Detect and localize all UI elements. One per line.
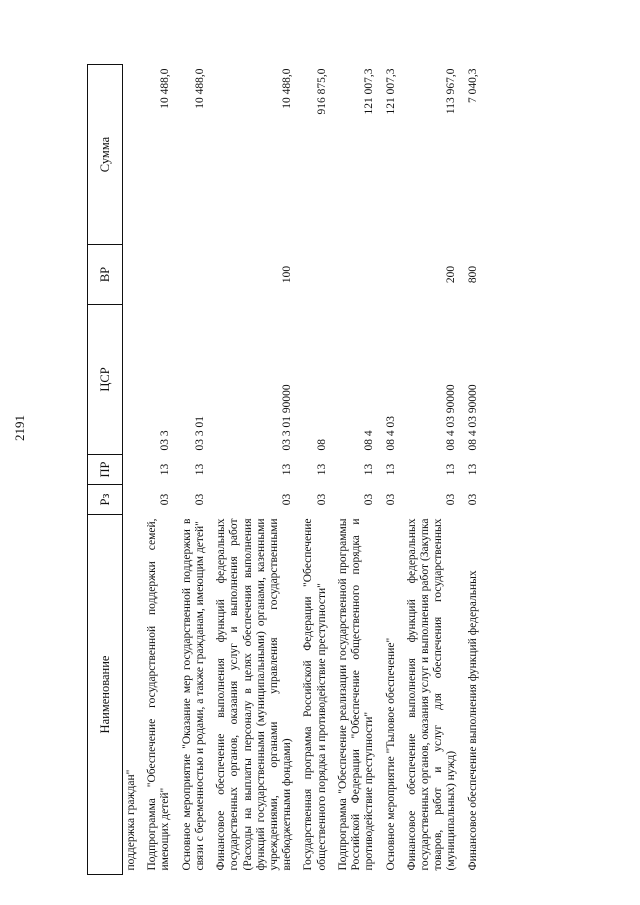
row-vr — [299, 245, 333, 305]
row-name: Финансовое обеспечение выполнения функций федеральных государственных органов, оказания услуг и выполнения работ (Расходы на выплаты персоналу в целях обеспечения выполнения функций государственными (муниципальными) органами, казенными учреждениями, органами управления государственными внебюджетными фондами) — [215, 518, 294, 871]
row-csr: 08 4 03 90000 — [445, 384, 458, 451]
table-row — [123, 65, 144, 875]
row-name: поддержка граждан" — [125, 769, 137, 871]
row-pr: 13 — [384, 463, 397, 476]
row-pr: 13 — [363, 463, 376, 476]
row-sum: 10 488,0 — [159, 68, 172, 109]
row-pr: 13 — [466, 463, 479, 476]
row-name: Финансовое обеспечение выполнения функций федеральных государственных органов, оказания услуг и выполнения работ (Закупка товаров, работ и услуг для обеспечения государственных (муниципальных) нужд) — [405, 518, 458, 871]
row-vr — [382, 245, 403, 305]
row-rz: 03 — [281, 493, 294, 506]
table-row — [464, 65, 485, 875]
row-name: Государственная программа Российской Федерации "Обеспечение общественного порядка и противодействие преступности" — [302, 518, 328, 871]
table-row — [403, 65, 464, 875]
row-sum: 10 488,0 — [193, 68, 206, 109]
header-rz: Рз — [88, 485, 123, 515]
row-pr: 13 — [315, 463, 328, 476]
row-vr — [178, 245, 212, 305]
row-rz: 03 — [159, 493, 172, 506]
row-pr: 13 — [193, 463, 206, 476]
row-rz: 03 — [466, 493, 479, 506]
header-pr: ПР — [88, 455, 123, 485]
row-vr — [334, 245, 382, 305]
row-rz: 03 — [445, 493, 458, 506]
row-name: Подпрограмма "Обеспечение реализации государственной программы Российской Федерации "Обеспечение общественного порядка и противодействие преступности" — [336, 518, 376, 871]
row-name: Основное мероприятие "Оказание мер государственной поддержки в связи с беременностью и родами, а также гражданам, имеющим детей" — [180, 518, 206, 871]
row-rz — [123, 485, 144, 515]
row-csr: 08 — [315, 439, 328, 451]
budget-table — [87, 64, 485, 875]
row-csr: 03 3 01 90000 — [281, 384, 294, 451]
header-csr: ЦСР — [88, 305, 123, 455]
table-header-row — [88, 65, 123, 875]
rotated-page — [87, 65, 617, 875]
table-row — [143, 65, 177, 875]
rotated-content — [87, 65, 617, 875]
row-sum: 121 007,3 — [384, 68, 397, 115]
row-vr — [123, 245, 144, 305]
row-name: Основное мероприятие "Тыловое обеспечение" — [384, 637, 397, 871]
row-sum: 113 967,0 — [445, 68, 458, 115]
row-csr: 08 4 — [363, 430, 376, 451]
row-csr: 03 3 — [159, 430, 172, 451]
row-csr: 08 4 03 90000 — [466, 384, 479, 451]
row-pr: 13 — [445, 463, 458, 476]
header-vr: ВР — [88, 245, 123, 305]
row-sum: 916 875,0 — [315, 68, 328, 115]
table-row — [212, 65, 299, 875]
row-sum: 10 488,0 — [281, 68, 294, 109]
row-vr: 100 — [281, 265, 294, 284]
row-pr: 13 — [159, 463, 172, 476]
row-vr: 200 — [445, 265, 458, 284]
row-vr — [143, 245, 177, 305]
row-sum — [123, 65, 144, 245]
page-number: 2191 — [12, 415, 27, 441]
header-sum: Сумма — [88, 65, 123, 245]
table-row — [178, 65, 212, 875]
table-row — [299, 65, 333, 875]
row-sum: 121 007,3 — [363, 68, 376, 115]
row-name: Финансовое обеспечение выполнения функций федеральных — [466, 570, 479, 871]
row-csr: 03 3 01 — [193, 416, 206, 451]
row-csr — [123, 305, 144, 455]
row-pr: 13 — [281, 463, 294, 476]
table-row — [382, 65, 403, 875]
row-vr: 800 — [466, 265, 479, 284]
row-rz: 03 — [363, 493, 376, 506]
table-row — [334, 65, 382, 875]
row-pr — [123, 455, 144, 485]
row-sum: 7 040,3 — [466, 68, 479, 103]
row-rz: 03 — [384, 493, 397, 506]
row-csr: 08 4 03 — [384, 416, 397, 451]
header-name: Наименование — [88, 515, 123, 875]
row-name: Подпрограмма "Обеспечение государственной поддержки семей, имеющих детей" — [146, 518, 172, 871]
row-rz: 03 — [193, 493, 206, 506]
row-rz: 03 — [315, 493, 328, 506]
